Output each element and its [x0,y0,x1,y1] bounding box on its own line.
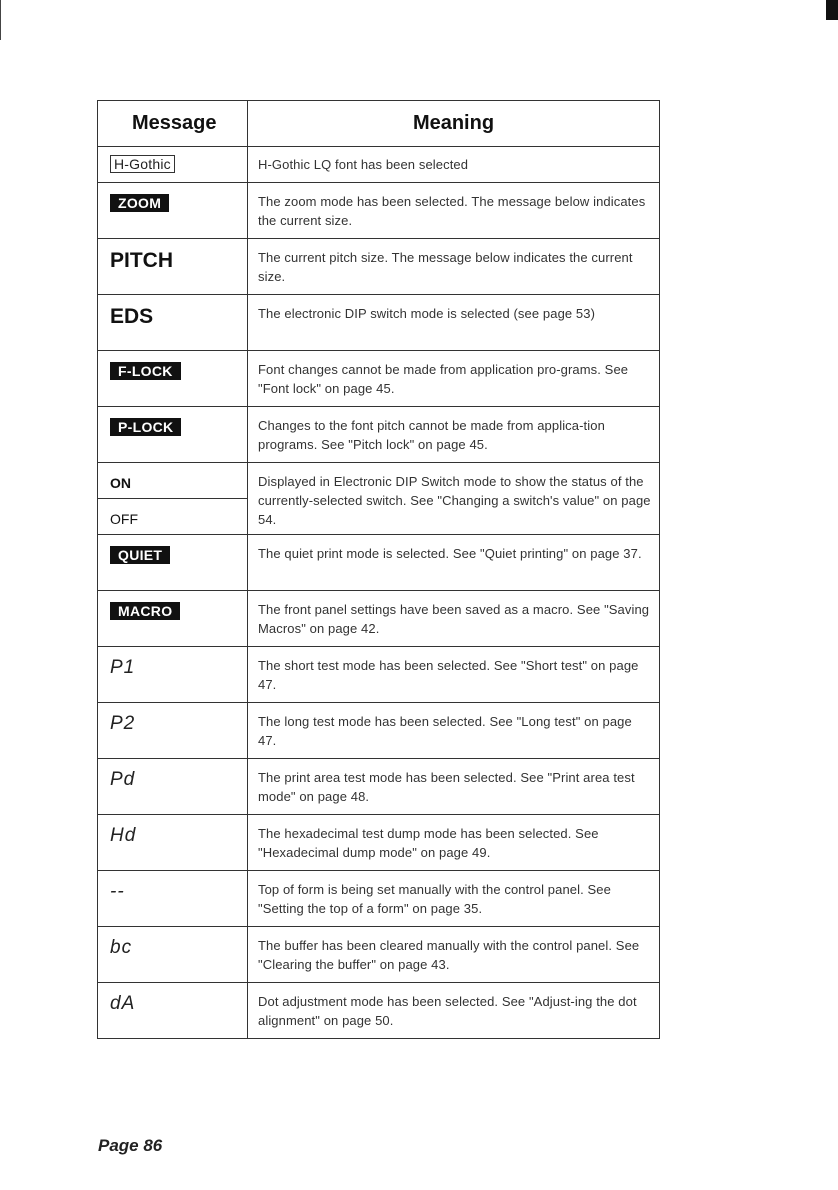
table-row [98,647,660,703]
meaning-text: The electronic DIP switch mode is selected (see page 53) [248,295,660,351]
table-row [98,591,660,647]
table-row [98,815,660,871]
message-macro: MACRO [110,602,180,620]
meaning-text: The long test mode has been selected. See "Long test" on page 47. [248,703,660,759]
meaning-text: H-Gothic LQ font has been selected [248,147,660,183]
meaning-text: The current pitch size. The message below indicates the current size. [248,239,660,295]
message-quiet: QUIET [110,546,170,564]
table-row [98,295,660,351]
meaning-text: The front panel settings have been saved as a macro. See "Saving Macros" on page 42. [248,591,660,647]
table-row [98,463,660,499]
message-off: OFF [110,511,138,527]
table-row [98,759,660,815]
table-row [98,871,660,927]
message-p1: P1 [110,657,136,678]
message-hd: Hd [110,825,137,846]
message-eds: EDS [110,305,154,328]
table-row [98,147,660,183]
table-row [98,183,660,239]
page-number: Page 86 [98,1136,163,1155]
meaning-text: The zoom mode has been selected. The message below indicates the current size. [248,183,660,239]
scan-edge-line [0,0,1,40]
meaning-text: Font changes cannot be made from application pro-grams. See "Font lock" on page 45. [248,351,660,407]
message-pitch: PITCH [110,249,173,272]
message-p-lock: P-LOCK [110,418,181,436]
meaning-text: The short test mode has been selected. See "Short test" on page 47. [248,647,660,703]
table-row [98,239,660,295]
table-row [98,983,660,1039]
meaning-text: The hexadecimal test dump mode has been selected. See "Hexadecimal dump mode" on page 49. [248,815,660,871]
table-row [98,351,660,407]
message-h-gothic: H-Gothic [110,155,175,173]
table-header-row [98,101,660,147]
meaning-text: Displayed in Electronic DIP Switch mode to show the status of the currently-selected switch. See "Changing a switch's value" on page 54. [248,463,660,535]
meaning-text: Top of form is being set manually with the control panel. See "Setting the top of a form" on page 35. [248,871,660,927]
table-row [98,407,660,463]
message-f-lock: F-LOCK [110,362,181,380]
meaning-column-header: Meaning [248,101,660,147]
table-row [98,535,660,591]
message-zoom: ZOOM [110,194,169,212]
meaning-text: The quiet print mode is selected. See "Quiet printing" on page 37. [248,535,660,591]
message-p2: P2 [110,713,136,734]
scan-corner-mark [826,0,838,20]
meaning-text: Dot adjustment mode has been selected. See "Adjust-ing the dot alignment" on page 50. [248,983,660,1039]
message-bc: bc [110,937,133,958]
message-on: ON [110,475,131,491]
meaning-text: The buffer has been cleared manually with the control panel. See "Clearing the buffer" on page 43. [248,927,660,983]
message-da: dA [110,993,136,1014]
table-row [98,703,660,759]
message-column-header: Message [98,101,248,147]
message-pd: Pd [110,769,136,790]
meaning-text: The print area test mode has been selected. See "Print area test mode" on page 48. [248,759,660,815]
table-row [98,927,660,983]
message-dashes: -- [110,881,125,902]
meaning-text: Changes to the font pitch cannot be made from applica-tion programs. See "Pitch lock" on page 45. [248,407,660,463]
message-table [97,100,660,1039]
